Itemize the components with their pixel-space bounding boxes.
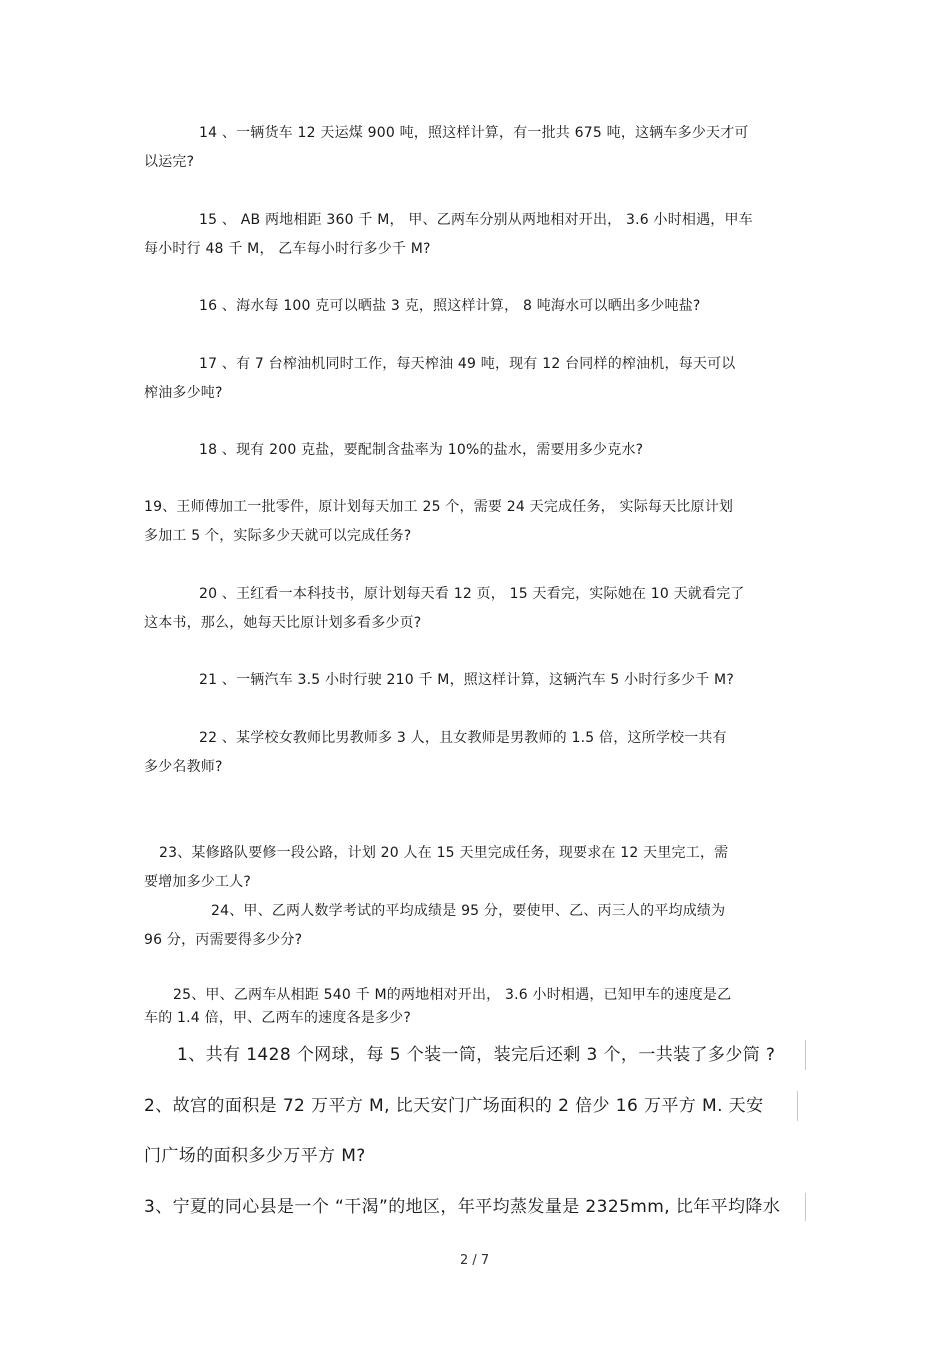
problem-24-line2: 96 分，丙需要得多少分?	[144, 932, 303, 948]
problem-23-line2: 要增加多少工人?	[144, 874, 252, 890]
question-1: 1、共有 1428 个网球，每 5 个装一筒，装完后还剩 3 个，一共装了多少筒 ?	[177, 1045, 776, 1065]
question-2-line1: 2、故宫的面积是 72 万平方 M, 比天安门广场面积的 2 倍少 16 万平方 M. 天安	[144, 1096, 764, 1116]
problem-20-line1: 20 、王红看一本科技书，原计划每天看 12 页， 15 天看完，实际她在 10 天就看完了	[199, 586, 745, 602]
problem-18-line1: 18 、现有 200 克盐，要配制含盐率为 10%的盐水，需要用多少克水?	[199, 442, 644, 458]
problem-25-line2: 车的 1.4 倍，甲、乙两车的速度各是多少?	[144, 1010, 411, 1026]
problem-21-line1: 21 、一辆汽车 3.5 小时行驶 210 千 M，照这样计算，这辆汽车 5 小时行多少千 M?	[199, 672, 734, 688]
text-edge-mark	[805, 1193, 806, 1221]
problem-15-line2: 每小时行 48 千 M， 乙车每小时行多少千 M?	[144, 241, 431, 257]
problem-17-line2: 榨油多少吨?	[144, 385, 223, 401]
problem-19-line1: 19、王师傅加工一批零件，原计划每天加工 25 个，需要 24 天完成任务， 实际每天比原计划	[144, 499, 734, 515]
text-edge-mark	[797, 1091, 798, 1121]
problem-14-line2: 以运完?	[144, 154, 195, 170]
problem-16-line1: 16 、海水每 100 克可以晒盐 3 克，照这样计算， 8 吨海水可以晒出多少吨盐?	[199, 298, 701, 314]
question-3-line1: 3、宁夏的同心县是一个 “干渴”的地区，年平均蒸发量是 2325mm, 比年平均降水	[144, 1197, 781, 1217]
problem-19-line2: 多加工 5 个，实际多少天就可以完成任务?	[144, 528, 412, 544]
page-number: 2 / 7	[460, 1253, 490, 1268]
problem-23-line1: 23、某修路队要修一段公路，计划 20 人在 15 天里完成任务，现要求在 12 天里完工，需	[159, 845, 729, 861]
problem-22-line2: 多少名教师?	[144, 759, 223, 775]
text-edge-mark	[805, 1040, 806, 1070]
problem-24-line1: 24、甲、乙两人数学考试的平均成绩是 95 分，要使甲、乙、丙三人的平均成绩为	[211, 903, 726, 919]
problem-25-line1: 25、甲、乙两车从相距 540 千 M的两地相对开出， 3.6 小时相遇，已知甲车的速度是乙	[173, 987, 732, 1003]
problem-15-line1: 15 、 AB 两地相距 360 千 M， 甲、乙两车分别从两地相对开出， 3.6 小时相遇，甲车	[199, 212, 753, 228]
problem-22-line1: 22 、某学校女教师比男教师多 3 人，且女教师是男教师的 1.5 倍，这所学校一共有	[199, 730, 727, 746]
question-2-line2: 门广场的面积多少万平方 M?	[144, 1146, 366, 1166]
problem-14-line1: 14 、一辆货车 12 天运煤 900 吨，照这样计算，有一批共 675 吨，这辆车多少天才可	[199, 125, 749, 141]
problem-20-line2: 这本书，那么，她每天比原计划多看多少页?	[144, 615, 422, 631]
problem-17-line1: 17 、有 7 台榨油机同时工作，每天榨油 49 吨，现有 12 台同样的榨油机，每天可以	[199, 356, 736, 372]
